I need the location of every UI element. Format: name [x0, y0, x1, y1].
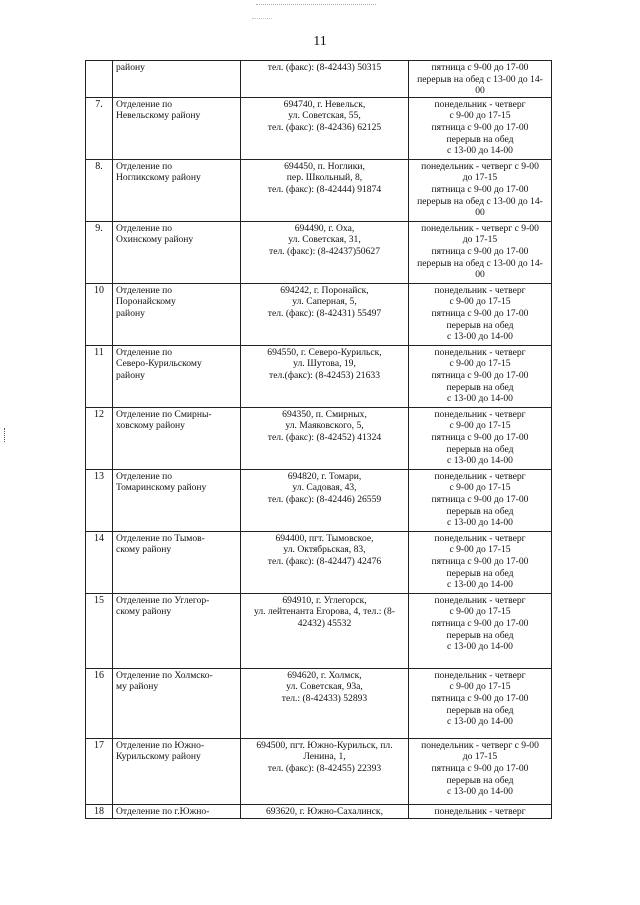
branch-hours-line: пятница с 9-00 до 17-00: [431, 245, 529, 257]
row-number: 18: [86, 804, 113, 818]
branch-hours-line: понедельник - четверг с 9-00: [421, 222, 539, 234]
branch-address-line: тел. (факс): (8-42452) 41324: [267, 431, 382, 443]
branch-address-line: 694450, п. Ноглики,: [284, 160, 365, 172]
branch-hours-line: с 9-00 до 17-15: [449, 606, 511, 618]
branch-name: [113, 97, 241, 159]
branch-hours-line: с 9-00 до 17-15: [449, 358, 511, 370]
branch-address-line: 42432) 45532: [297, 617, 352, 629]
row-number: 7.: [86, 97, 113, 159]
branch-address-line: тел. (факс): (8-42431) 55497: [267, 307, 382, 319]
branch-hours-line: перерыв на обед: [446, 443, 514, 455]
branch-hours-line: понедельник - четверг с 9-00: [421, 739, 539, 751]
branch-hours-line: с 9-00 до 17-15: [449, 544, 511, 556]
branch-address-line: тел. (факс): (8-42436) 62125: [267, 121, 382, 133]
branch-name-line: Отделение по Углегор-: [116, 594, 210, 606]
table-row: [86, 61, 552, 98]
branch-address-line: тел. (факс): (8-42437)50627: [269, 245, 380, 257]
branch-name: [113, 668, 241, 738]
branch-name-line: скому району: [116, 544, 172, 556]
branch-hours-line: с 13-00 до 14-00: [447, 716, 513, 728]
branch-hours-line: с 13-00 до 14-00: [447, 393, 513, 405]
branch-address: [241, 221, 409, 283]
branch-address: [241, 345, 409, 407]
branch-name-line: Отделение по: [116, 98, 173, 110]
branch-name-line: Поронайскому: [116, 296, 176, 308]
branch-hours-line: пятница с 9-00 до 17-00: [431, 183, 529, 195]
branch-name: [113, 738, 241, 804]
branch-hours-line: с 9-00 до 17-15: [449, 681, 511, 693]
branch-address: [241, 738, 409, 804]
branch-address-line: 694910, г. Углегорск,: [282, 594, 367, 606]
branch-hours-line: 00: [475, 269, 485, 281]
branch-hours: [409, 159, 552, 221]
table-row: [86, 221, 552, 283]
row-number: 10: [86, 283, 113, 345]
branch-hours-line: пятница с 9-00 до 17-00: [431, 493, 529, 505]
row-number: 14: [86, 531, 113, 593]
table-row: [86, 469, 552, 531]
branch-hours-line: пятница с 9-00 до 17-00: [431, 762, 529, 774]
branch-hours-line: понедельник - четверг: [434, 594, 526, 606]
branch-address-line: 694550, г. Северо-Курильск,: [267, 346, 382, 358]
branch-hours-line: понедельник - четверг с 9-00: [421, 160, 539, 172]
branch-hours-line: до 17-15: [462, 234, 498, 246]
branch-name-line: району: [116, 369, 145, 381]
branch-address: [241, 531, 409, 593]
branch-name: [113, 593, 241, 668]
branch-address-line: тел. (факс): (8-42447) 42476: [267, 555, 382, 567]
row-number: 11: [86, 345, 113, 407]
branch-address-line: пер. Школьный, 8,: [286, 172, 363, 184]
row-number: 17: [86, 738, 113, 804]
branch-name: [113, 804, 241, 818]
branch-address: [241, 469, 409, 531]
branch-hours: [409, 593, 552, 668]
branches-table-body: [86, 61, 552, 819]
branch-hours: [409, 668, 552, 738]
branch-name-line: Курильскому району: [116, 751, 201, 763]
branch-name: [113, 283, 241, 345]
page-number: 11: [313, 34, 327, 49]
branch-name-line: Отделение по Холмско-: [116, 669, 213, 681]
branch-hours-line: перерыв на обед: [446, 505, 514, 517]
branch-address: [241, 283, 409, 345]
branch-hours-line: с 9-00 до 17-15: [449, 482, 511, 494]
branch-address-line: 693620, г. Южно-Сахалинск,: [265, 805, 383, 817]
branch-address-line: тел. (факс): (8-42455) 22393: [267, 762, 382, 774]
branch-name-line: Отделение по: [116, 470, 173, 482]
scan-artifact-small: [252, 18, 272, 22]
branch-hours: [409, 61, 552, 98]
branch-address-line: ул. Октябрьская, 83,: [283, 544, 366, 556]
branch-address: [241, 668, 409, 738]
branch-address-line: ул. Шутова, 19,: [293, 358, 356, 370]
branch-hours-line: перерыв на обед: [446, 774, 514, 786]
row-number: 12: [86, 407, 113, 469]
branch-hours-line: 00: [475, 207, 485, 219]
branch-name-line: Северо-Курильскому: [116, 358, 202, 370]
branch-address-line: Ленина, 1,: [303, 751, 346, 763]
branch-name-line: му району: [116, 681, 159, 693]
branch-address-line: тел.: (8-42433) 52893: [281, 692, 368, 704]
branch-name: [113, 221, 241, 283]
branch-address-line: 694620, г. Холмск,: [287, 669, 362, 681]
branch-name: [113, 345, 241, 407]
table-row: [86, 668, 552, 738]
branch-address-line: 694740, г. Невельск,: [283, 98, 366, 110]
branch-hours-line: с 13-00 до 14-00: [447, 455, 513, 467]
branch-name-line: Невельскому району: [116, 110, 201, 122]
branch-hours: [409, 407, 552, 469]
branch-hours-line: понедельник - четверг: [434, 98, 526, 110]
branch-hours-line: пятница с 9-00 до 17-00: [431, 307, 529, 319]
branch-name-line: Отделение по Южно-: [116, 739, 205, 751]
branch-name-line: Отделение по: [116, 346, 173, 358]
branch-name-line: Отделение по: [116, 284, 173, 296]
row-number: 8.: [86, 159, 113, 221]
row-number: 15: [86, 593, 113, 668]
branch-hours-line: пятница с 9-00 до 17-00: [431, 369, 529, 381]
branch-address-line: тел.(факс): (8-42453) 21633: [269, 369, 380, 381]
branch-name: [113, 531, 241, 593]
branch-hours-line: перерыв на обед с 13-00 до 14-: [417, 73, 543, 85]
branch-hours-line: перерыв на обед: [446, 704, 514, 716]
table-row: [86, 97, 552, 159]
branch-address-line: тел. (факс): (8-42444) 91874: [267, 183, 382, 195]
branch-hours-line: с 13-00 до 14-00: [447, 517, 513, 529]
table-row: [86, 804, 552, 818]
branch-address-line: 694400, пгт. Тымовское,: [275, 532, 374, 544]
branch-address-line: тел. (факс): (8-42443) 50315: [267, 62, 382, 73]
branch-address-line: ул. Саперная, 5,: [292, 296, 357, 308]
branch-hours-line: понедельник - четверг: [434, 408, 526, 420]
branches-table: [85, 60, 552, 819]
branch-hours: [409, 531, 552, 593]
branch-hours-line: с 9-00 до 17-15: [449, 420, 511, 432]
branch-hours-line: с 13-00 до 14-00: [447, 786, 513, 798]
branch-address-line: 694820, г. Томари,: [287, 470, 362, 482]
branch-name-line: Томаринскому району: [116, 482, 207, 494]
branch-hours-line: перерыв на обед: [446, 133, 514, 145]
branch-address-line: ул. Советская, 55,: [288, 110, 361, 122]
branch-hours-line: перерыв на обед с 13-00 до 14-: [417, 195, 543, 207]
branch-hours-line: до 17-15: [462, 751, 498, 763]
table-row: [86, 593, 552, 668]
branch-name-line: Ногликскому району: [116, 172, 201, 184]
row-number: 13: [86, 469, 113, 531]
margin-mark: [4, 428, 7, 442]
branch-name: [113, 159, 241, 221]
branch-hours-line: пятница с 9-00 до 17-00: [431, 121, 529, 133]
branch-hours-line: с 9-00 до 17-15: [449, 110, 511, 122]
branch-name-line: ховскому району: [116, 420, 185, 432]
branch-hours-line: перерыв на обед: [446, 319, 514, 331]
branch-address: [241, 407, 409, 469]
branch-name-line: району: [116, 307, 145, 319]
branch-hours: [409, 804, 552, 818]
branch-hours-line: пятница с 9-00 до 17-00: [431, 431, 529, 443]
branch-address-line: 694500, пгт. Южно-Курильск, пл.: [256, 739, 393, 751]
branch-name-line: Охинскому району: [116, 234, 194, 246]
branch-name-line: Отделение по: [116, 160, 173, 172]
branch-hours-line: понедельник - четверг: [434, 470, 526, 482]
branch-address-line: 694350, п. Смирных,: [282, 408, 367, 420]
branch-address-line: ул. Советская, 31,: [288, 234, 361, 246]
row-number: [86, 61, 113, 98]
branch-hours-line: перерыв на обед: [446, 381, 514, 393]
branch-hours-line: пятница с 9-00 до 17-00: [431, 62, 529, 73]
branch-hours: [409, 283, 552, 345]
branch-hours-line: понедельник - четверг: [434, 669, 526, 681]
branch-hours-line: понедельник - четверг: [434, 346, 526, 358]
branch-name-line: Отделение по Тымов-: [116, 532, 205, 544]
table-row: [86, 407, 552, 469]
row-number: 16: [86, 668, 113, 738]
branch-hours: [409, 738, 552, 804]
branch-hours-line: с 13-00 до 14-00: [447, 145, 513, 157]
branch-hours-line: перерыв на обед: [446, 629, 514, 641]
branch-address: [241, 61, 409, 98]
branch-name: [113, 407, 241, 469]
branch-hours-line: понедельник - четверг: [434, 805, 526, 817]
branch-address-line: ул. лейтенанта Егорова, 4, тел.: (8-: [254, 606, 395, 618]
branch-hours-line: с 13-00 до 14-00: [447, 579, 513, 591]
branch-hours: [409, 345, 552, 407]
branch-address-line: ул. Советская, 93а,: [286, 681, 363, 693]
branch-address-line: ул. Маяковского, 5,: [285, 420, 364, 432]
branch-name-line: Отделение по Смирны-: [116, 408, 212, 420]
branch-hours-line: с 13-00 до 14-00: [447, 331, 513, 343]
branch-hours-line: до 17-15: [462, 172, 498, 184]
branch-name-line: скому району: [116, 606, 172, 618]
branch-address-line: 694490, г. Оха,: [294, 222, 355, 234]
branch-address-line: ул. Садовая, 43,: [292, 482, 357, 494]
branch-address: [241, 159, 409, 221]
table-row: [86, 159, 552, 221]
branch-hours-line: пятница с 9-00 до 17-00: [431, 617, 529, 629]
branch-name-line: району: [116, 62, 145, 73]
branch-address: [241, 593, 409, 668]
branch-address: [241, 804, 409, 818]
table-row: [86, 531, 552, 593]
branch-hours-line: с 9-00 до 17-15: [449, 296, 511, 308]
table-row: [86, 738, 552, 804]
branch-address: [241, 97, 409, 159]
branch-hours: [409, 97, 552, 159]
branch-hours: [409, 221, 552, 283]
branch-address-line: 694242, г. Поронайск,: [280, 284, 369, 296]
table-row: [86, 283, 552, 345]
branch-name-line: Отделение по г.Южно-: [116, 805, 210, 817]
branch-name-line: Отделение по: [116, 222, 173, 234]
branch-hours-line: пятница с 9-00 до 17-00: [431, 692, 529, 704]
branch-hours-line: пятница с 9-00 до 17-00: [431, 555, 529, 567]
branch-hours: [409, 469, 552, 531]
branch-hours-line: перерыв на обед: [446, 567, 514, 579]
table-row: [86, 345, 552, 407]
branch-hours-line: перерыв на обед с 13-00 до 14-: [417, 257, 543, 269]
branch-hours-line: понедельник - четверг: [434, 532, 526, 544]
row-number: 9.: [86, 221, 113, 283]
branch-hours-line: понедельник - четверг: [434, 284, 526, 296]
branch-name: [113, 469, 241, 531]
branch-hours-line: с 13-00 до 14-00: [447, 641, 513, 653]
branch-hours-line: 00: [475, 85, 485, 97]
branch-name: [113, 61, 241, 98]
scan-artifact: [256, 4, 376, 11]
branch-address-line: тел. (факс): (8-42446) 26559: [267, 493, 382, 505]
